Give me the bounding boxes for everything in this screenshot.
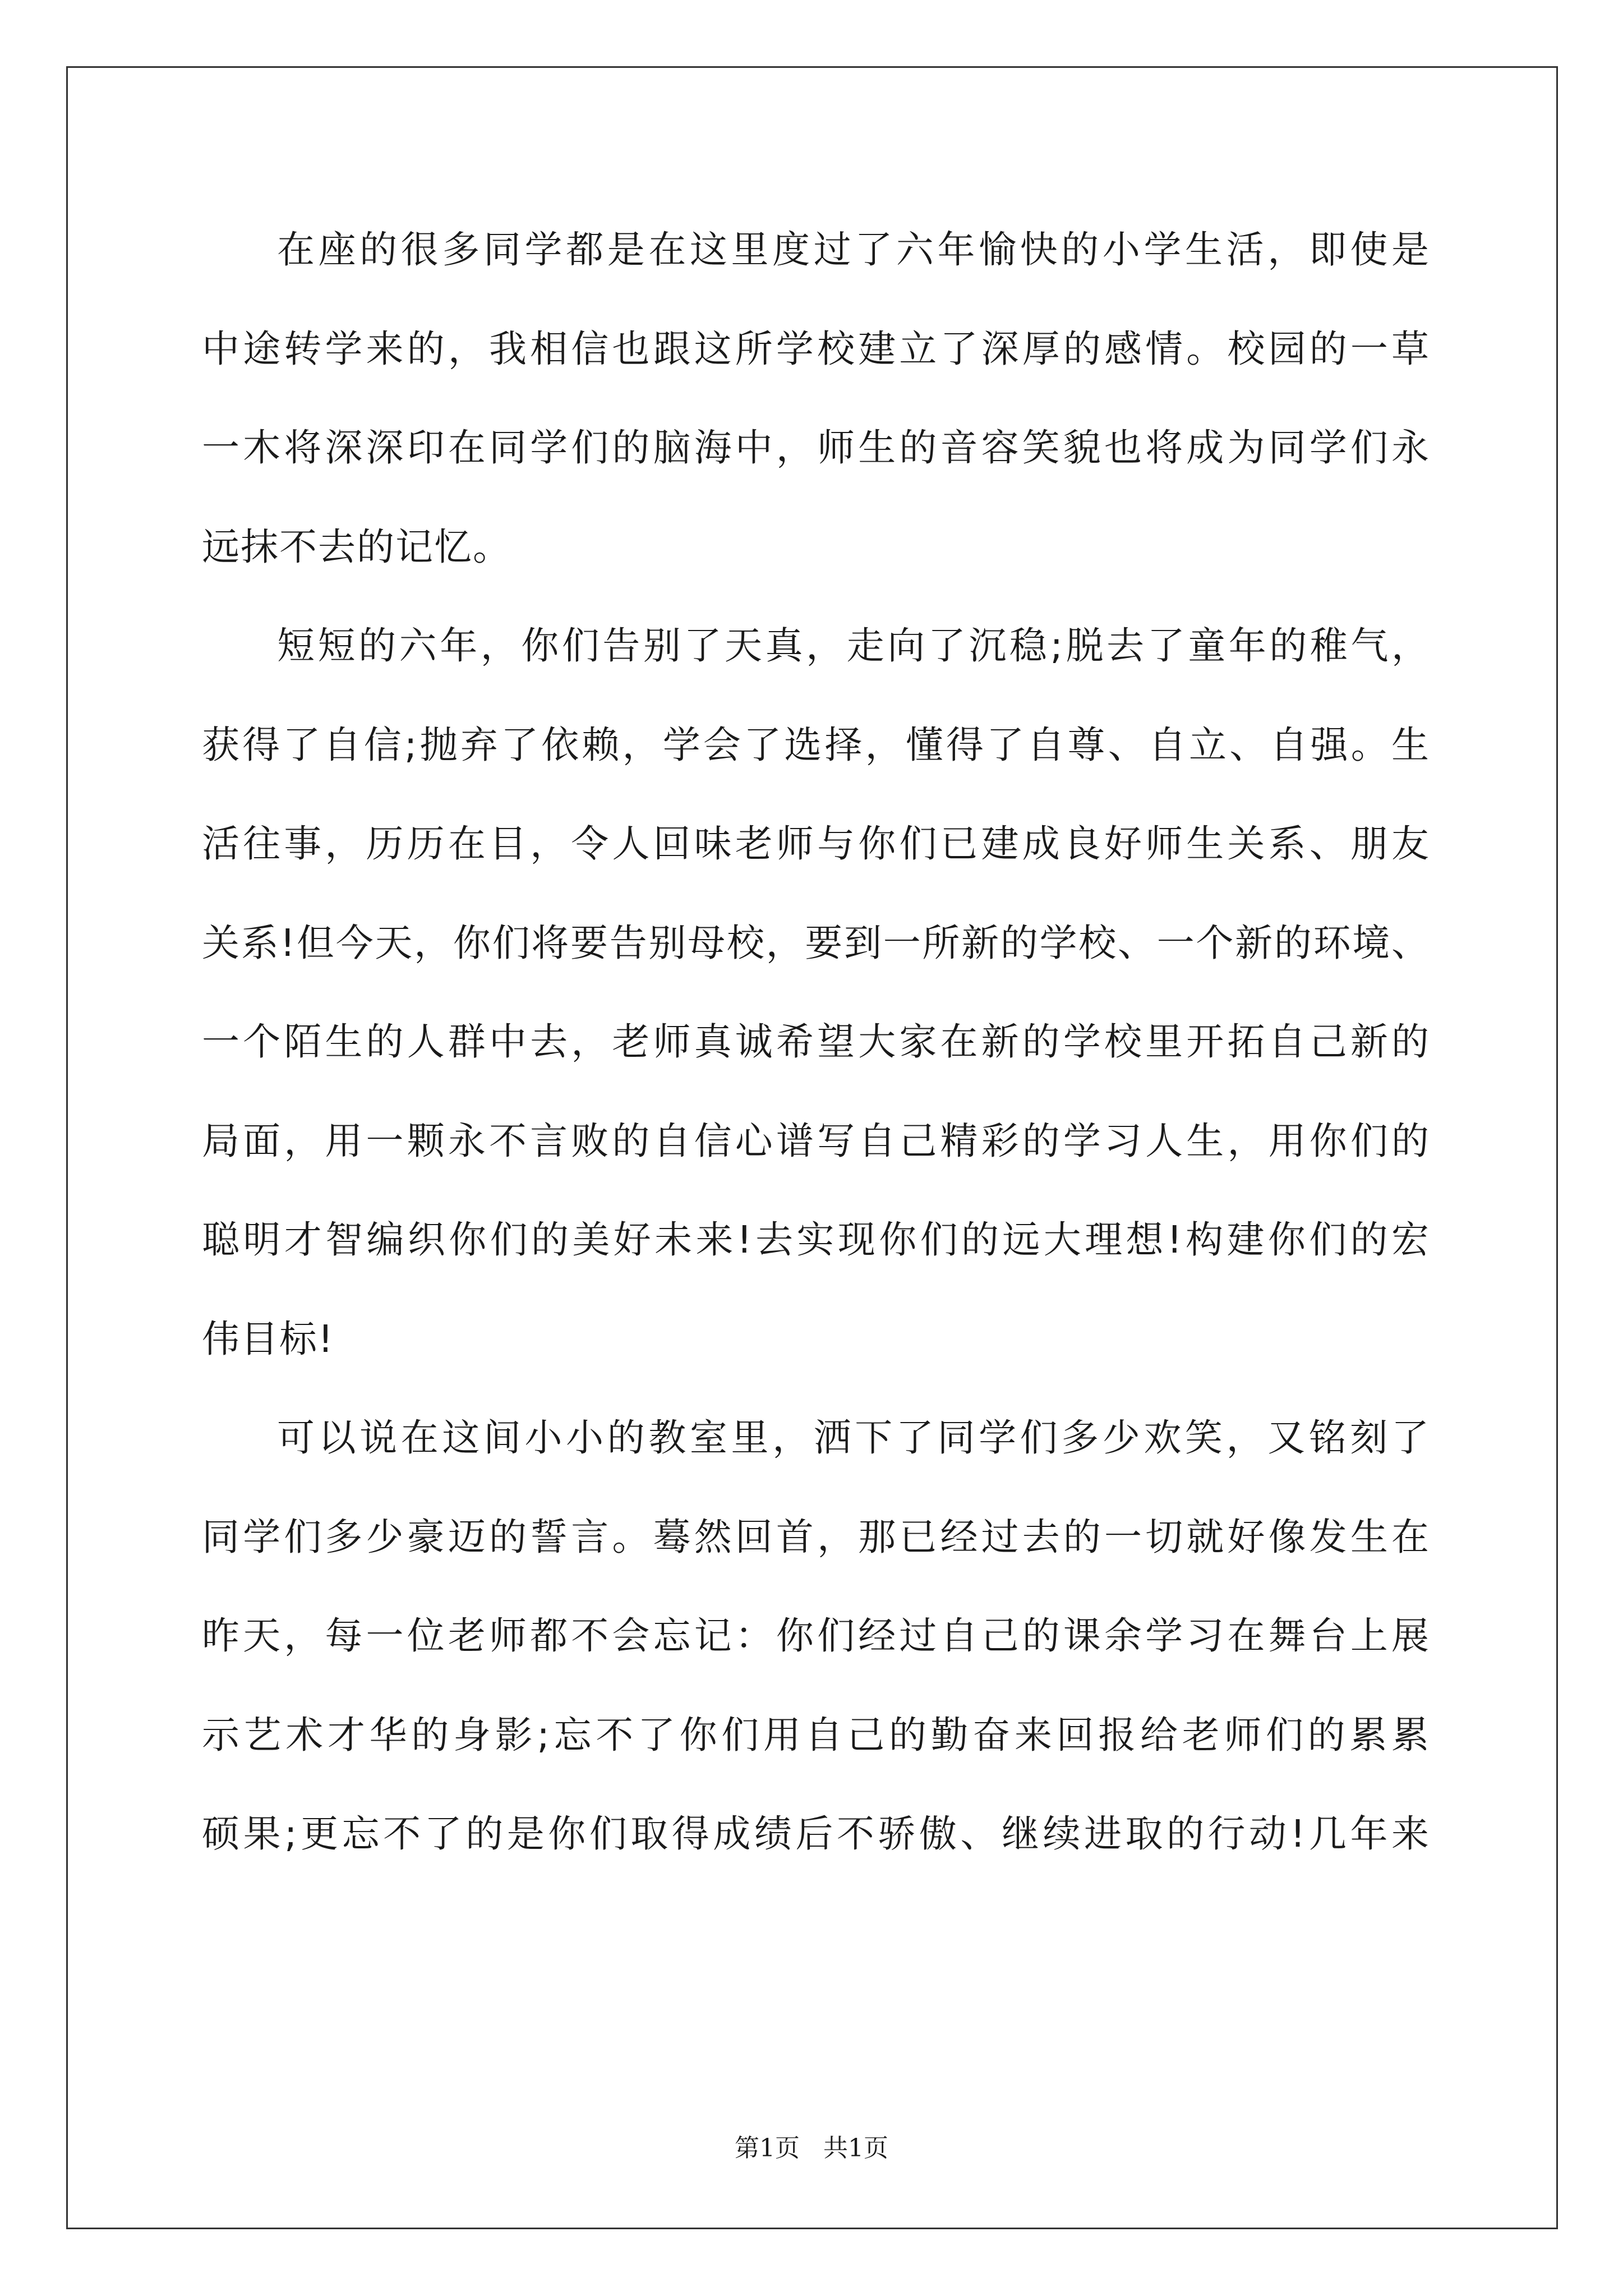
text-line: 昨天，每一位老师都不会忘记：你们经过自己的课余学习在舞台上展: [202, 1614, 1430, 1658]
text-line: 远抹不去的记忆。: [202, 524, 511, 569]
page-footer: 第1页 共1页: [735, 2134, 888, 2162]
text-line: 局面，用一颗永不言败的自信心谱写自己精彩的学习人生，用你们的: [202, 1119, 1430, 1163]
text-line: 一木将深深印在同学们的脑海中，师生的音容笑貌也将成为同学们永: [202, 426, 1430, 470]
text-line: 同学们多少豪迈的誓言。蓦然回首，那已经过去的一切就好像发生在: [202, 1515, 1430, 1559]
text-line: 伟目标!: [202, 1317, 334, 1361]
text-line: 硕果;更忘不了的是你们取得成绩后不骄傲、继续进取的行动!几年来: [202, 1812, 1430, 1856]
text-line: 获得了自信;抛弃了依赖，学会了选择，懂得了自尊、自立、自强。生: [202, 723, 1430, 767]
text-line: 聪明才智编织你们的美好未来!去实现你们的远大理想!构建你们的宏: [202, 1218, 1430, 1262]
text-line: 在座的很多同学都是在这里度过了六年愉快的小学生活，即使是: [277, 228, 1430, 272]
text-line: 短短的六年，你们告别了天真，走向了沉稳;脱去了童年的稚气，: [277, 624, 1430, 668]
text-line: 中途转学来的，我相信也跟这所学校建立了深厚的感情。校园的一草: [202, 326, 1430, 371]
text-line: 活往事，历历在目，令人回味老师与你们已建成良好师生关系、朋友: [202, 822, 1430, 866]
text-line: 一个陌生的人群中去，老师真诚希望大家在新的学校里开拓自己新的: [202, 1020, 1430, 1064]
text-line: 示艺术才华的身影;忘不了你们用自己的勤奋来回报给老师们的累累: [202, 1713, 1430, 1757]
text-line: 可以说在这间小小的教室里，洒下了同学们多少欢笑，又铭刻了: [277, 1416, 1430, 1460]
text-line: 关系!但今天，你们将要告别母校，要到一所新的学校、一个新的环境、: [202, 921, 1430, 965]
